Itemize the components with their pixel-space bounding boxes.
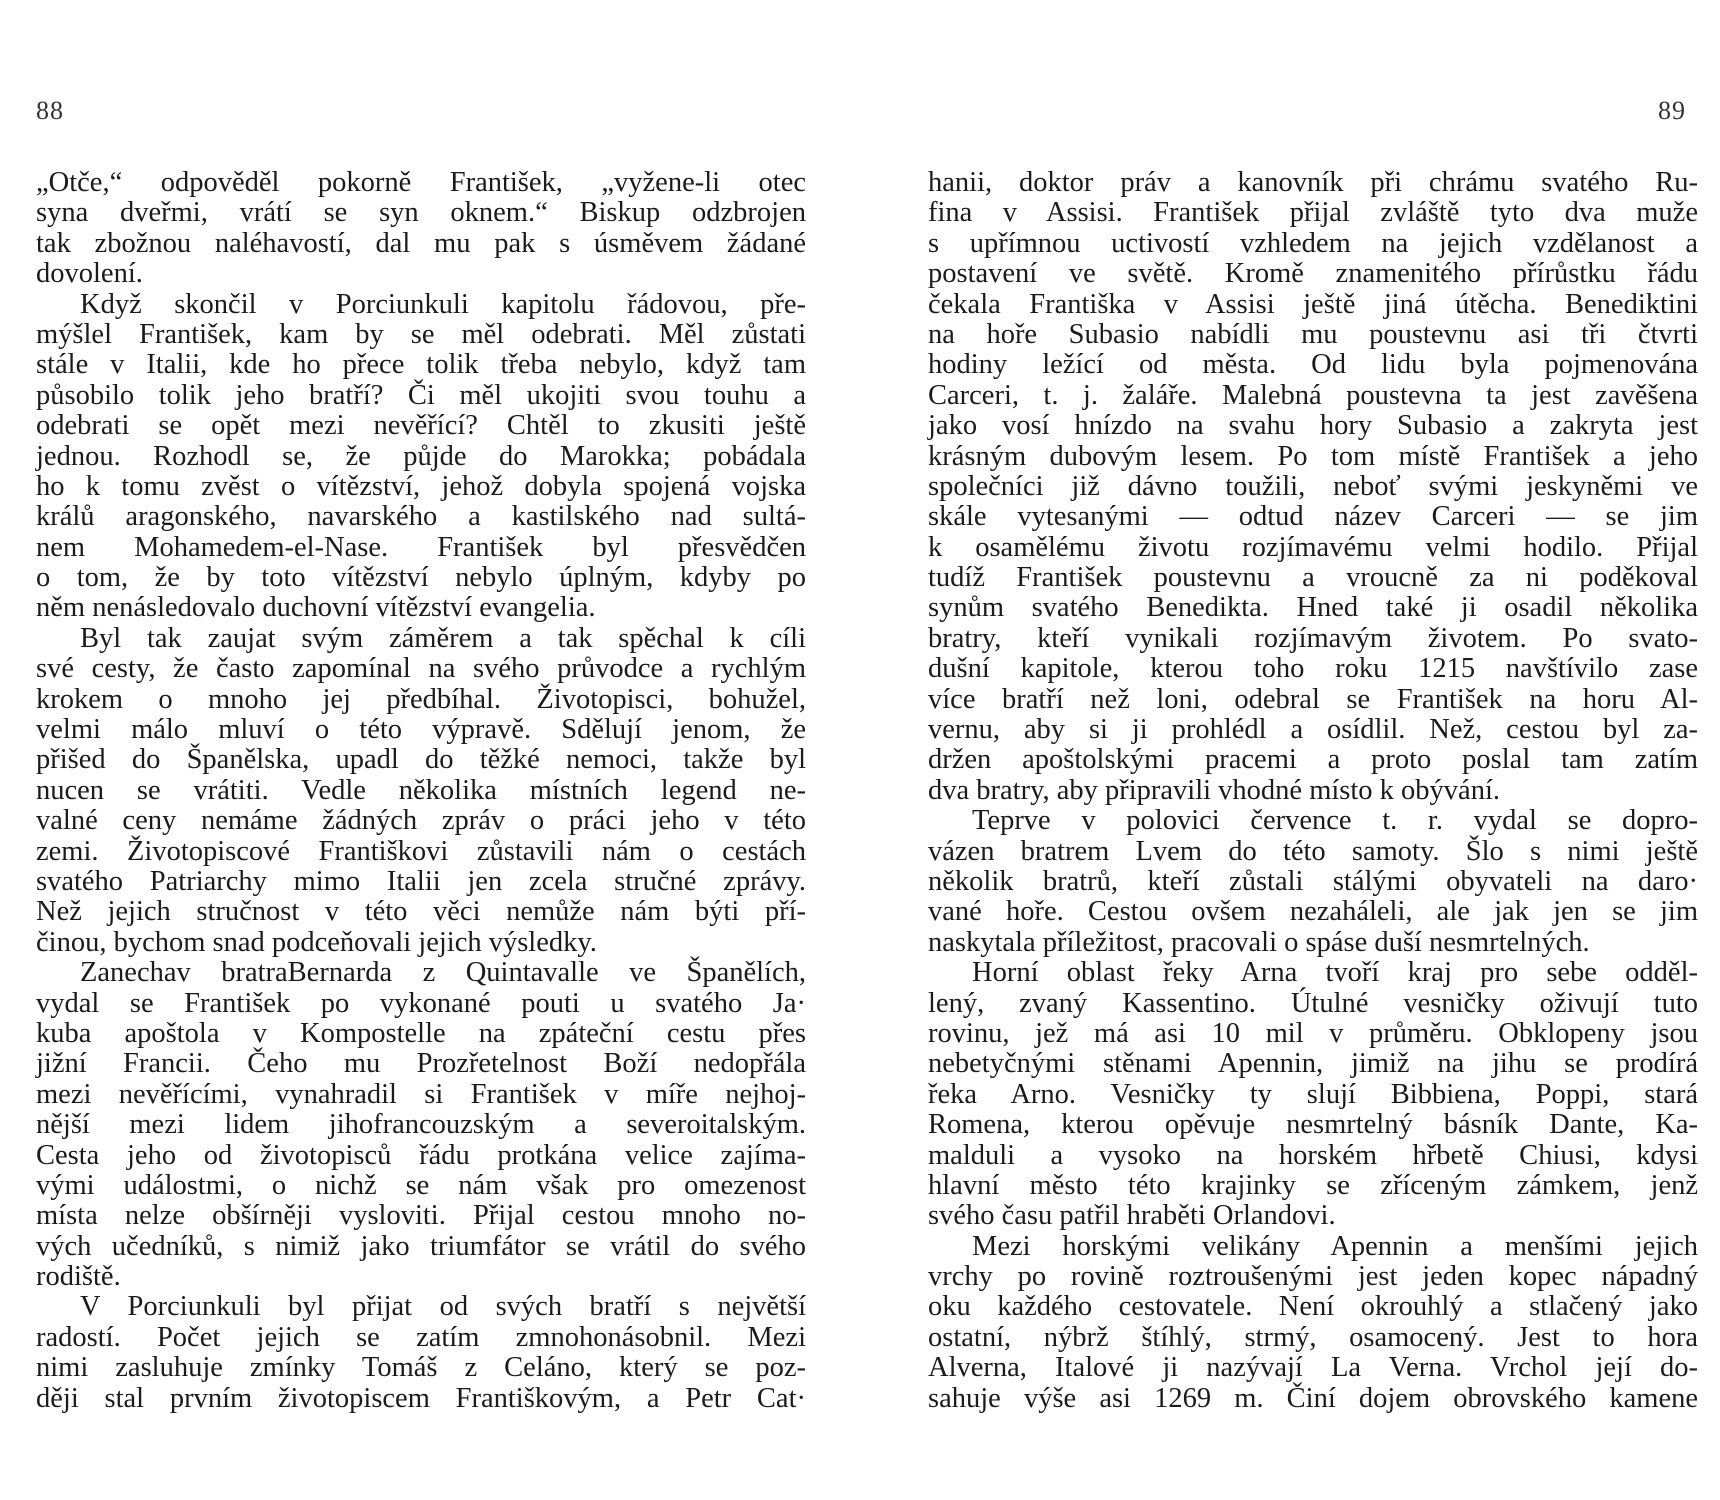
text-line: čekala Františka v Assisi ještě jiná útěcha. Benediktini: [928, 288, 1698, 320]
text-line: své cesty, že často zapomínal na svého průvodce a rychlým: [36, 653, 806, 685]
text-line: něm nenásledovalo duchovní vítězství evangelia.: [36, 592, 596, 624]
text-line: syna dveřmi, vrátí se syn oknem.“ Biskup odzbrojen: [36, 197, 806, 229]
text-line: Teprve v polovici července t. r. vydal se dopro-: [972, 805, 1698, 837]
text-line: na hoře Subasio nabídli mu poustevnu asi tři čtvrti: [928, 318, 1698, 350]
text-line: dva bratry, aby připravili vhodné místo k obývání.: [928, 774, 1500, 806]
text-line: držen apoštolskými pracemi a proto poslal tam zatím: [928, 744, 1698, 776]
text-line: vané hoře. Cestou ovšem nezaháleli, ale jak jen se jim: [928, 896, 1698, 928]
text-line: místa nelze obšírněji vysloviti. Přijal cestou mnoho no-: [36, 1200, 806, 1232]
text-line: ho k tomu zvěst o vítězství, jehož dobyla spojená vojska: [36, 470, 806, 502]
text-line: skále vytesanými — odtud název Carceri — se jim: [928, 501, 1698, 533]
text-line: mýšlel František, kam by se měl odebrati. Měl zůstati: [36, 318, 806, 350]
text-line: nější mezi lidem jihofrancouzským a severoitalským.: [36, 1109, 806, 1141]
text-line: Zanechav bratraBernarda z Quintavalle ve Španělích,: [80, 957, 806, 989]
text-line: fina v Assisi. František přijal zvláště tyto dva muže: [928, 197, 1698, 229]
right-page-text: [928, 168, 1698, 1414]
text-line: postavení ve světě. Kromě znamenitého přírůstku řádu: [928, 258, 1698, 290]
text-line: radostí. Počet jejich se zatím zmnohonásobnil. Mezi: [36, 1321, 806, 1353]
text-line: Byl tak zaujat svým záměrem a tak spěchal k cíli: [80, 622, 806, 654]
text-line: nimi zasluhuje zmínky Tomáš z Celáno, který se poz-: [36, 1352, 806, 1384]
text-line: několik bratrů, kteří zůstali stálými obyvateli na daro·: [928, 865, 1698, 897]
text-line: působilo tolik jeho bratří? Či měl ukojiti svou touhu a: [36, 379, 806, 411]
left-page-text: [36, 168, 806, 1414]
text-line: svatého Patriarchy mimo Italii jen zcela stručné zprávy.: [36, 865, 806, 897]
text-line: řeka Arno. Vesničky ty slují Bibbiena, Poppi, stará: [928, 1078, 1698, 1110]
text-line: nucen se vrátiti. Vedle několika místních legend ne-: [36, 774, 806, 806]
text-line: malduli a vysoko na horském hřbetě Chiusi, kdysi: [928, 1139, 1698, 1171]
text-line: Cesta jeho od životopisců řádu protkána velice zajíma-: [36, 1139, 806, 1171]
text-line: vernu, aby si ji prohlédl a osídlil. Než, cestou byl za-: [928, 714, 1698, 746]
text-line: činou, bychom snad podceňovali jejich výsledky.: [36, 926, 597, 958]
text-line: Alverna, Italové ji nazývají La Verna. Vrchol její do-: [928, 1352, 1698, 1384]
text-line: Než jejich stručnost v této věci nemůže nám býti pří-: [36, 896, 806, 928]
text-line: jednou. Rozhodl se, že půjde do Marokka; pobádala: [36, 440, 806, 472]
text-line: hodiny ležící od města. Od lidu byla pojmenována: [928, 349, 1698, 381]
text-line: hanii, doktor práv a kanovník při chrámu svatého Ru-: [928, 167, 1698, 198]
text-line: více bratří než loni, odebral se František na horu Al-: [928, 683, 1698, 715]
text-line: valné ceny nemáme žádných zpráv o práci jeho v této: [36, 805, 806, 837]
text-line: oku každého cestovatele. Není okrouhlý a stlačený jako: [928, 1291, 1698, 1323]
text-line: Když skončil v Porciunkuli kapitolu řádovou, pře-: [80, 288, 806, 320]
text-line: tudíž František poustevnu a vroucně za ni poděkoval: [928, 562, 1698, 594]
text-line: naskytala příležitost, pracovali o spáse duší nesmrtelných.: [928, 926, 1590, 958]
text-line: jižní Francii. Čeho mu Prozřetelnost Boží nedopřála: [36, 1048, 806, 1080]
text-line: s upřímnou uctivostí vzhledem na jejich vzdělanost a: [928, 227, 1698, 259]
page-number-left: 88: [36, 96, 64, 125]
page-number-right: 89: [1658, 96, 1686, 125]
text-line: vydal se František po vykonané pouti u svatého Ja·: [36, 987, 806, 1019]
text-line: vázen bratrem Lvem do této samoty. Šlo s nimi ještě: [928, 835, 1698, 867]
text-line: hlavní město této krajinky se zříceným zámkem, jenž: [928, 1169, 1698, 1201]
text-line: k osamělému životu rozjímavému velmi hodilo. Přijal: [928, 531, 1698, 563]
text-line: bratry, kteří vynikali rozjímavým životem. Po svato-: [928, 622, 1698, 654]
text-line: mezi nevěřícími, vynahradil si František v míře nejhoj-: [36, 1078, 806, 1110]
text-line: krokem o mnoho jej předbíhal. Životopisci, bohužel,: [36, 683, 806, 715]
text-line: kuba apoštola v Kompostelle na zpáteční cestu přes: [36, 1017, 806, 1049]
text-line: sahuje výše asi 1269 m. Činí dojem obrovského kamene: [928, 1382, 1698, 1414]
text-line: dušní kapitole, kterou toho roku 1215 navštívilo zase: [928, 653, 1698, 685]
text-line: Horní oblast řeky Arna tvoří kraj pro sebe odděl-: [972, 957, 1698, 989]
text-line: Romena, kterou opěvuje nesmrtelný básník Dante, Ka-: [928, 1109, 1698, 1141]
text-line: o tom, že by toto vítězství nebylo úplným, kdyby po: [36, 562, 806, 594]
text-line: společníci již dávno toužili, neboť svými jeskyněmi ve: [928, 470, 1698, 502]
text-line: dovolení.: [36, 258, 143, 290]
text-line: svého času patřil hraběti Orlandovi.: [928, 1200, 1336, 1232]
text-line: králů aragonského, navarského a kastilského nad sultá-: [36, 501, 806, 533]
text-line: tak zbožnou naléhavostí, dal mu pak s úsměvem žádané: [36, 227, 806, 259]
text-line: vými událostmi, o nichž se nám však pro omezenost: [36, 1169, 806, 1201]
text-line: odebrati se opět mezi nevěřící? Chtěl to zkusiti ještě: [36, 410, 806, 442]
text-line: nebetyčnými stěnami Apennin, jimiž na jihu se prodírá: [928, 1048, 1698, 1080]
text-line: stále v Italii, kde ho přece tolik třeba nebylo, když tam: [36, 349, 806, 381]
text-line: Mezi horskými velikány Apennin a menšími jejich: [972, 1230, 1698, 1262]
text-line: vých učedníků, s nimiž jako triumfátor se vrátil do svého: [36, 1230, 806, 1262]
text-line: ději stal prvním životopiscem Františkovým, a Petr Cat·: [36, 1382, 806, 1414]
text-line: jako vosí hnízdo na svahu hory Subasio a zakryta jest: [928, 410, 1698, 442]
text-line: synům svatého Benedikta. Hned také ji osadil několika: [928, 592, 1698, 624]
text-line: přišed do Španělska, upadl do těžké nemoci, takže byl: [36, 744, 806, 776]
text-line: V Porciunkuli byl přijat od svých bratří s největší: [80, 1291, 806, 1323]
text-line: lený, zvaný Kassentino. Útulné vesničky oživují tuto: [928, 987, 1698, 1019]
text-line: nem Mohamedem-el-Nase. František byl přesvědčen: [36, 531, 806, 563]
text-line: velmi málo mluví o této výpravě. Sdělují jenom, že: [36, 714, 806, 746]
text-line: rovinu, jež má asi 10 mil v průměru. Obklopeny jsou: [928, 1017, 1698, 1049]
text-line: zemi. Životopiscové Františkovi zůstavili nám o cestách: [36, 835, 806, 867]
right-page: [860, 0, 1720, 1500]
text-line: vrchy po rovině roztroušenými jest jeden kopec nápadný: [928, 1261, 1698, 1293]
text-line: rodiště.: [36, 1261, 121, 1293]
text-line: ostatní, nýbrž štíhlý, strmý, osamocený. Jest to hora: [928, 1321, 1698, 1353]
text-line: Carceri, t. j. žaláře. Malebná poustevna ta jest zavěšena: [928, 379, 1698, 411]
text-line: krásným dubovým lesem. Po tom místě František a jeho: [928, 440, 1698, 472]
text-line: „Otče,“ odpověděl pokorně František, „vyžene-li otec: [36, 167, 806, 198]
